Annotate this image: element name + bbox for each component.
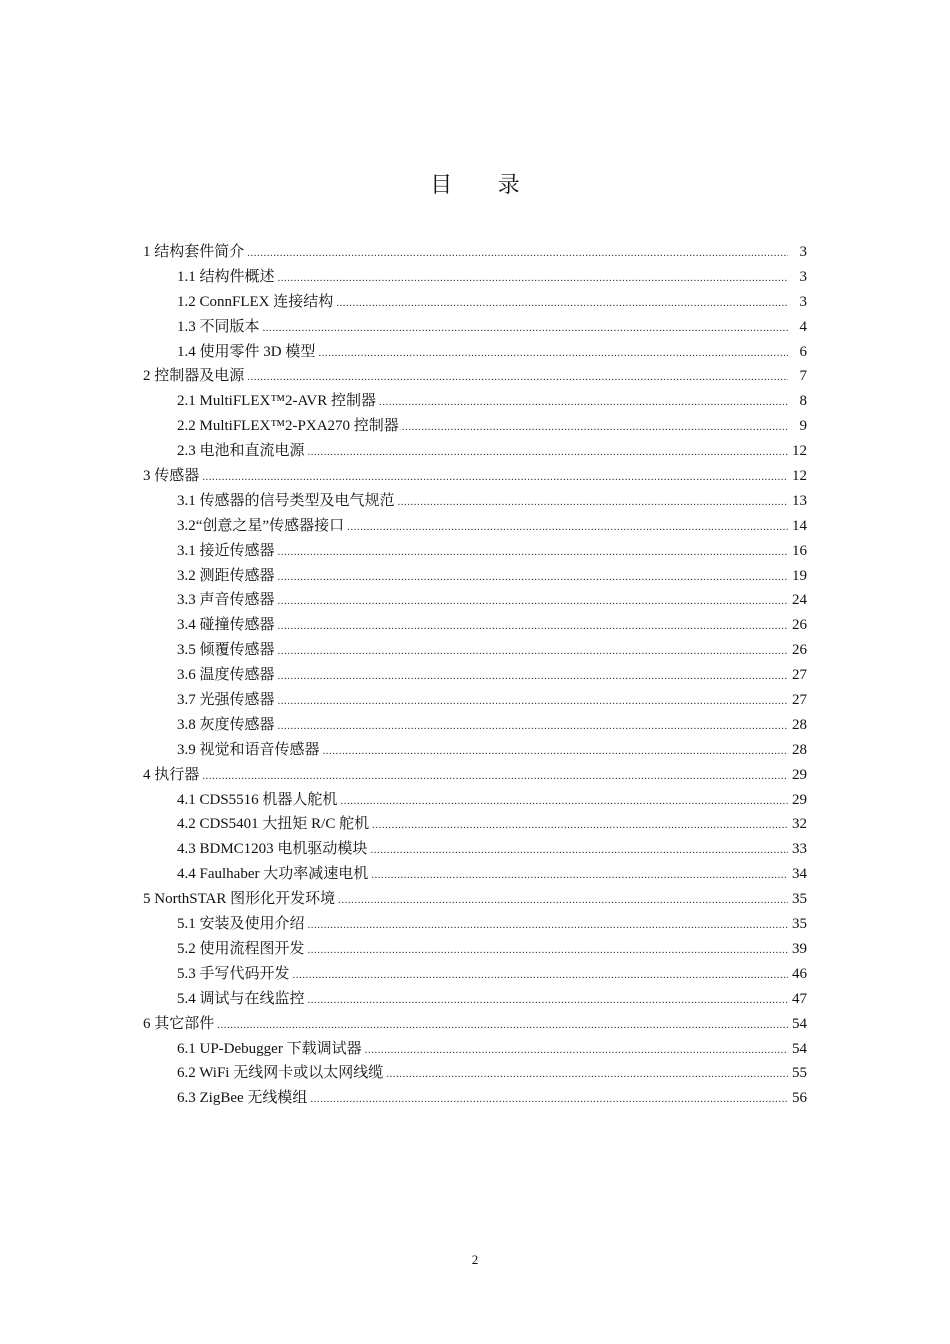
toc-dot-leader bbox=[278, 692, 788, 709]
toc-dot-leader bbox=[278, 642, 788, 659]
toc-entry[interactable] bbox=[143, 738, 807, 763]
toc-entry-label: 2.2 MultiFLEX™2-PXA270 控制器 bbox=[177, 418, 399, 435]
toc-entry[interactable] bbox=[143, 514, 807, 539]
toc-dot-leader bbox=[386, 1065, 788, 1082]
toc-dot-leader bbox=[278, 269, 788, 286]
toc-entry-page: 29 bbox=[792, 766, 807, 783]
toc-entry-label: 1 结构套件简介 bbox=[143, 244, 245, 260]
toc-entry-page: 46 bbox=[792, 965, 807, 982]
toc-entry[interactable] bbox=[143, 240, 807, 265]
toc-entry[interactable] bbox=[143, 887, 807, 912]
toc-entry-page: 12 bbox=[792, 468, 807, 485]
toc-entry-label: 4 执行器 bbox=[143, 766, 200, 783]
toc-dot-leader bbox=[318, 344, 788, 361]
toc-entry-label: 1.4 使用零件 3D 模型 bbox=[177, 343, 316, 360]
toc-entry[interactable] bbox=[143, 638, 807, 663]
toc-entry[interactable] bbox=[143, 340, 807, 365]
toc-entry[interactable] bbox=[143, 688, 807, 713]
toc-dot-leader bbox=[402, 418, 788, 435]
toc-entry-label: 6.2 WiFi 无线网卡或以太网线缆 bbox=[177, 1065, 384, 1082]
toc-entry-label: 3.5 倾覆传感器 bbox=[177, 642, 275, 659]
toc-entry[interactable] bbox=[143, 1037, 807, 1062]
toc-dot-leader bbox=[278, 717, 788, 734]
toc-dot-leader bbox=[247, 244, 788, 261]
toc-entry[interactable] bbox=[143, 663, 807, 688]
toc-dot-leader bbox=[263, 319, 788, 336]
toc-entry[interactable] bbox=[143, 564, 807, 589]
toc-entry-page: 3 bbox=[799, 244, 807, 260]
toc-entry-label: 1.3 不同版本 bbox=[177, 318, 260, 335]
toc-entry[interactable] bbox=[143, 812, 807, 837]
toc-dot-leader bbox=[338, 891, 788, 908]
toc-entry-label: 3.1 传感器的信号类型及电气规范 bbox=[177, 492, 395, 509]
toc-entry-label: 3.2 测距传感器 bbox=[177, 567, 275, 584]
toc-entry[interactable] bbox=[143, 539, 807, 564]
toc-entry[interactable] bbox=[143, 862, 807, 887]
toc-entry-page: 27 bbox=[792, 667, 807, 684]
toc-dot-leader bbox=[340, 792, 788, 809]
toc-entry-label: 5.4 调试与在线监控 bbox=[177, 990, 305, 1007]
toc-entry-label: 3.7 光强传感器 bbox=[177, 692, 275, 709]
toc-entry[interactable] bbox=[143, 489, 807, 514]
toc-entry[interactable] bbox=[143, 788, 807, 813]
table-of-contents bbox=[143, 240, 807, 1111]
toc-entry-label: 4.1 CDS5516 机器人舵机 bbox=[177, 791, 338, 808]
toc-entry-label: 6.3 ZigBee 无线模组 bbox=[177, 1090, 308, 1107]
toc-entry-label: 2.3 电池和直流电源 bbox=[177, 443, 305, 460]
toc-dot-leader bbox=[308, 941, 788, 958]
toc-entry[interactable] bbox=[143, 763, 807, 788]
toc-entry-page: 39 bbox=[792, 940, 807, 957]
toc-entry[interactable] bbox=[143, 1061, 807, 1086]
toc-entry-page: 54 bbox=[792, 1040, 807, 1057]
toc-entry-page: 16 bbox=[792, 542, 807, 559]
toc-dot-leader bbox=[370, 841, 788, 858]
toc-entry-label: 4.3 BDMC1203 电机驱动模块 bbox=[177, 841, 368, 858]
toc-entry-label: 3.3 声音传感器 bbox=[177, 592, 275, 609]
toc-entry[interactable] bbox=[143, 315, 807, 340]
toc-entry-page: 6 bbox=[799, 343, 807, 360]
toc-dot-leader bbox=[347, 518, 788, 535]
toc-entry-page: 13 bbox=[792, 492, 807, 509]
toc-entry-page: 55 bbox=[792, 1065, 807, 1082]
toc-entry[interactable] bbox=[143, 613, 807, 638]
toc-entry[interactable] bbox=[143, 1086, 807, 1111]
toc-entry-label: 4.2 CDS5401 大扭矩 R/C 舵机 bbox=[177, 816, 370, 833]
toc-entry-label: 3.6 温度传感器 bbox=[177, 667, 275, 684]
toc-dot-leader bbox=[278, 592, 788, 609]
toc-entry-page: 12 bbox=[792, 443, 807, 460]
toc-entry-page: 28 bbox=[792, 716, 807, 733]
toc-entry-label: 5.2 使用流程图开发 bbox=[177, 940, 305, 957]
toc-entry-label: 3 传感器 bbox=[143, 468, 200, 485]
toc-dot-leader bbox=[310, 1090, 788, 1107]
toc-dot-leader bbox=[202, 468, 788, 485]
toc-dot-leader bbox=[217, 1016, 788, 1033]
toc-entry-label: 5 NorthSTAR 图形化开发环境 bbox=[143, 891, 336, 908]
toc-entry-page: 32 bbox=[792, 816, 807, 833]
toc-entry-label: 1.2 ConnFLEX 连接结构 bbox=[177, 293, 334, 310]
toc-dot-leader bbox=[379, 393, 788, 410]
toc-entry[interactable] bbox=[143, 1012, 807, 1037]
toc-entry-label: 3.4 碰撞传感器 bbox=[177, 617, 275, 634]
toc-entry[interactable] bbox=[143, 439, 807, 464]
toc-dot-leader bbox=[308, 991, 788, 1008]
toc-entry-page: 29 bbox=[792, 791, 807, 808]
toc-entry-label: 5.1 安装及使用介绍 bbox=[177, 916, 305, 933]
toc-entry-page: 3 bbox=[799, 293, 807, 310]
toc-entry[interactable] bbox=[143, 414, 807, 439]
toc-entry-label: 3.2“创意之星”传感器接口 bbox=[177, 517, 345, 534]
toc-entry-page: 28 bbox=[792, 741, 807, 758]
toc-dot-leader bbox=[202, 767, 788, 784]
toc-entry-label: 3.8 灰度传感器 bbox=[177, 716, 275, 733]
toc-entry-page: 35 bbox=[792, 891, 807, 908]
toc-entry-label: 2.1 MultiFLEX™2-AVR 控制器 bbox=[177, 393, 377, 410]
toc-entry[interactable] bbox=[143, 987, 807, 1012]
toc-dot-leader bbox=[371, 866, 788, 883]
toc-entry-page: 47 bbox=[792, 990, 807, 1007]
toc-dot-leader bbox=[308, 916, 788, 933]
toc-entry[interactable] bbox=[143, 937, 807, 962]
toc-entry[interactable] bbox=[143, 464, 807, 489]
toc-entry-label: 6 其它部件 bbox=[143, 1015, 215, 1032]
toc-entry[interactable] bbox=[143, 912, 807, 937]
toc-entry-page: 27 bbox=[792, 692, 807, 709]
toc-entry-label: 6.1 UP-Debugger 下载调试器 bbox=[177, 1040, 362, 1057]
toc-dot-leader bbox=[336, 294, 788, 311]
toc-entry-label: 2 控制器及电源 bbox=[143, 368, 245, 385]
toc-entry-page: 3 bbox=[799, 268, 807, 285]
toc-dot-leader bbox=[365, 1041, 788, 1058]
toc-entry[interactable] bbox=[143, 290, 807, 315]
toc-entry-label: 3.9 视觉和语音传感器 bbox=[177, 741, 320, 758]
toc-entry-page: 7 bbox=[799, 368, 807, 385]
toc-entry-page: 26 bbox=[792, 617, 807, 634]
toc-entry-label: 3.1 接近传感器 bbox=[177, 542, 275, 559]
toc-entry[interactable] bbox=[143, 588, 807, 613]
toc-entry-label: 1.1 结构件概述 bbox=[177, 268, 275, 285]
toc-entry[interactable] bbox=[143, 364, 807, 389]
toc-dot-leader bbox=[372, 816, 788, 833]
toc-entry-page: 54 bbox=[792, 1015, 807, 1032]
toc-entry-page: 33 bbox=[792, 841, 807, 858]
toc-entry-page: 56 bbox=[792, 1090, 807, 1107]
toc-dot-leader bbox=[247, 368, 788, 385]
toc-entry-page: 34 bbox=[792, 866, 807, 883]
toc-dot-leader bbox=[323, 742, 788, 759]
toc-entry-label: 5.3 手写代码开发 bbox=[177, 965, 290, 982]
toc-entry-page: 26 bbox=[792, 642, 807, 659]
toc-entry[interactable] bbox=[143, 265, 807, 290]
toc-entry-page: 9 bbox=[799, 418, 807, 435]
toc-entry-page: 4 bbox=[799, 318, 807, 335]
toc-dot-leader bbox=[278, 568, 788, 585]
page-title: 目 录 bbox=[430, 172, 540, 197]
toc-dot-leader bbox=[293, 966, 788, 983]
toc-dot-leader bbox=[398, 493, 788, 510]
toc-entry-page: 14 bbox=[792, 517, 807, 534]
toc-entry-page: 35 bbox=[792, 916, 807, 933]
toc-entry[interactable] bbox=[143, 962, 807, 987]
toc-entry[interactable] bbox=[143, 389, 807, 414]
toc-dot-leader bbox=[278, 543, 788, 560]
toc-entry-page: 24 bbox=[792, 592, 807, 609]
toc-entry-label: 4.4 Faulhaber 大功率减速电机 bbox=[177, 866, 369, 883]
toc-entry-page: 19 bbox=[792, 567, 807, 584]
toc-dot-leader bbox=[308, 443, 788, 460]
toc-dot-leader bbox=[278, 617, 788, 634]
toc-entry-page: 8 bbox=[799, 393, 807, 410]
page-number: 2 bbox=[471, 1252, 479, 1267]
toc-entry[interactable] bbox=[143, 713, 807, 738]
toc-entry[interactable] bbox=[143, 837, 807, 862]
toc-dot-leader bbox=[278, 667, 788, 684]
